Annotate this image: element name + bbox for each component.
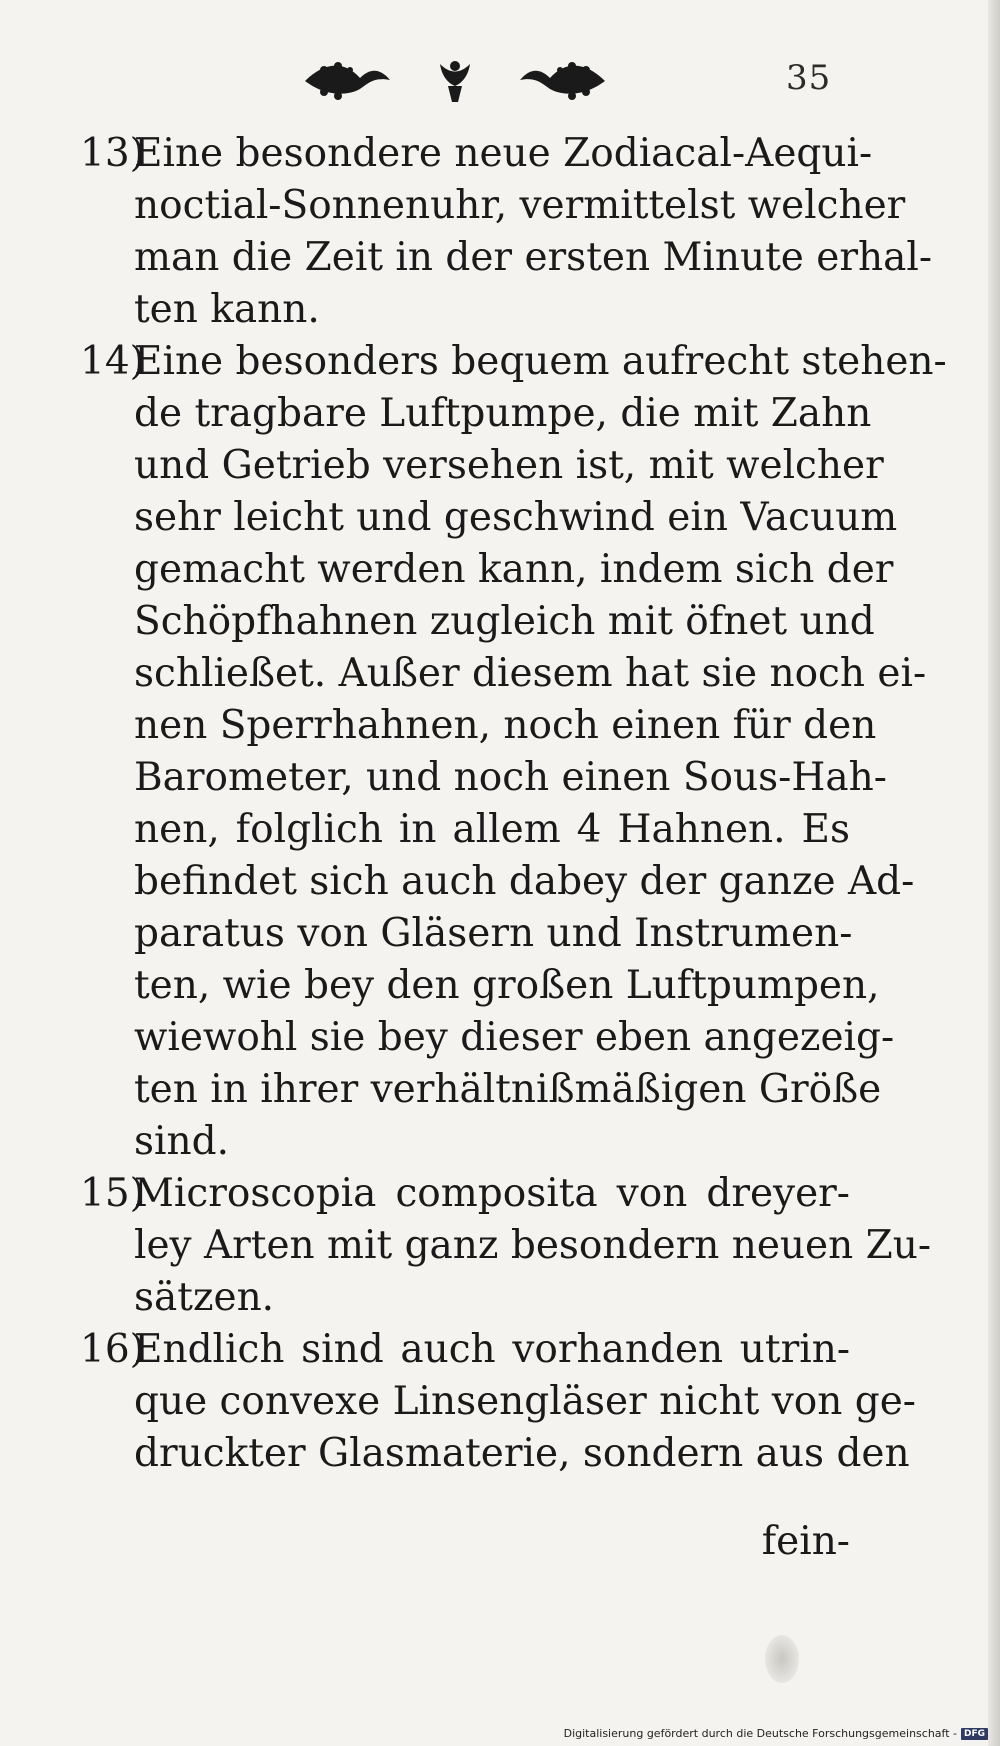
text-line: paratus von Gläsern und Instrumen- <box>134 911 853 956</box>
text-line: schließet. Außer diesem hat sie noch ei- <box>134 651 927 696</box>
text-line: 15)Microscopia composita von dreyer- <box>80 1168 850 1220</box>
page-number: 35 <box>786 58 832 98</box>
main-text <box>80 128 947 1480</box>
text-line: 16)Endlich sind auch vorhanden utrin- <box>80 1324 850 1376</box>
text-line: ley Arten mit ganz besondern neuen Zu- <box>134 1223 932 1268</box>
text-line: befindet sich auch dabey der ganze Ad- <box>134 859 915 904</box>
dfg-logo-icon: DFG <box>961 1728 988 1740</box>
text-line: und Getrieb versehen ist, mit welcher <box>134 443 884 488</box>
text-line: Schöpfhahnen zugleich mit öfnet und <box>134 599 875 644</box>
text-line: wiewohl sie bey dieser eben angezeig- <box>134 1015 895 1060</box>
list-entry <box>80 1168 932 1324</box>
catchword: fein- <box>761 1519 850 1564</box>
text-line: gemacht werden kann, indem sich der <box>134 547 894 592</box>
text-line: nen Sperrhahnen, noch einen für den <box>134 703 877 748</box>
decorative-ornament <box>300 56 610 106</box>
credit-text: Digitalisierung gefördert durch die Deutsche Forschungsgemeinschaft - <box>563 1727 957 1740</box>
entry-number: 16) <box>80 1327 145 1372</box>
list-entry <box>80 336 947 1168</box>
text-line: 13)Eine besondere neue Zodiacal-Aequi- <box>80 128 850 180</box>
entry-number: 13) <box>80 131 145 176</box>
digitization-credit <box>564 1727 988 1740</box>
text-line: ten in ihrer verhältnißmäßigen Größe <box>134 1067 882 1112</box>
text-line: sehr leicht und geschwind ein Vacuum <box>134 495 898 540</box>
text-line: ten, wie bey den großen Luftpumpen, <box>134 963 880 1008</box>
text-line: ten kann. <box>134 287 320 332</box>
entry-number: 14) <box>80 339 145 384</box>
text-line: sind. <box>134 1119 229 1164</box>
text-line: man die Zeit in der ersten Minute erhal- <box>134 235 932 280</box>
page-edge-shadow <box>988 0 1000 1746</box>
entry-number: 15) <box>80 1171 145 1216</box>
paper-stain <box>765 1635 799 1683</box>
list-entry <box>80 128 932 336</box>
list-entry <box>80 1324 916 1480</box>
text-line: que convexe Linsengläser nicht von ge- <box>134 1379 916 1424</box>
text-line: sätzen. <box>134 1275 275 1320</box>
text-line: nen, folglich in allem 4 Hahnen. Es <box>134 807 850 852</box>
text-line: de tragbare Luftpumpe, die mit Zahn <box>134 391 872 436</box>
text-line: druckter Glasmaterie, sondern aus den <box>134 1431 910 1476</box>
text-line: 14)Eine besonders bequem aufrecht stehen- <box>80 336 850 388</box>
text-line: Barometer, und noch einen Sous-Hah- <box>134 755 887 800</box>
text-line: noctial-Sonnenuhr, vermittelst welcher <box>134 183 906 228</box>
